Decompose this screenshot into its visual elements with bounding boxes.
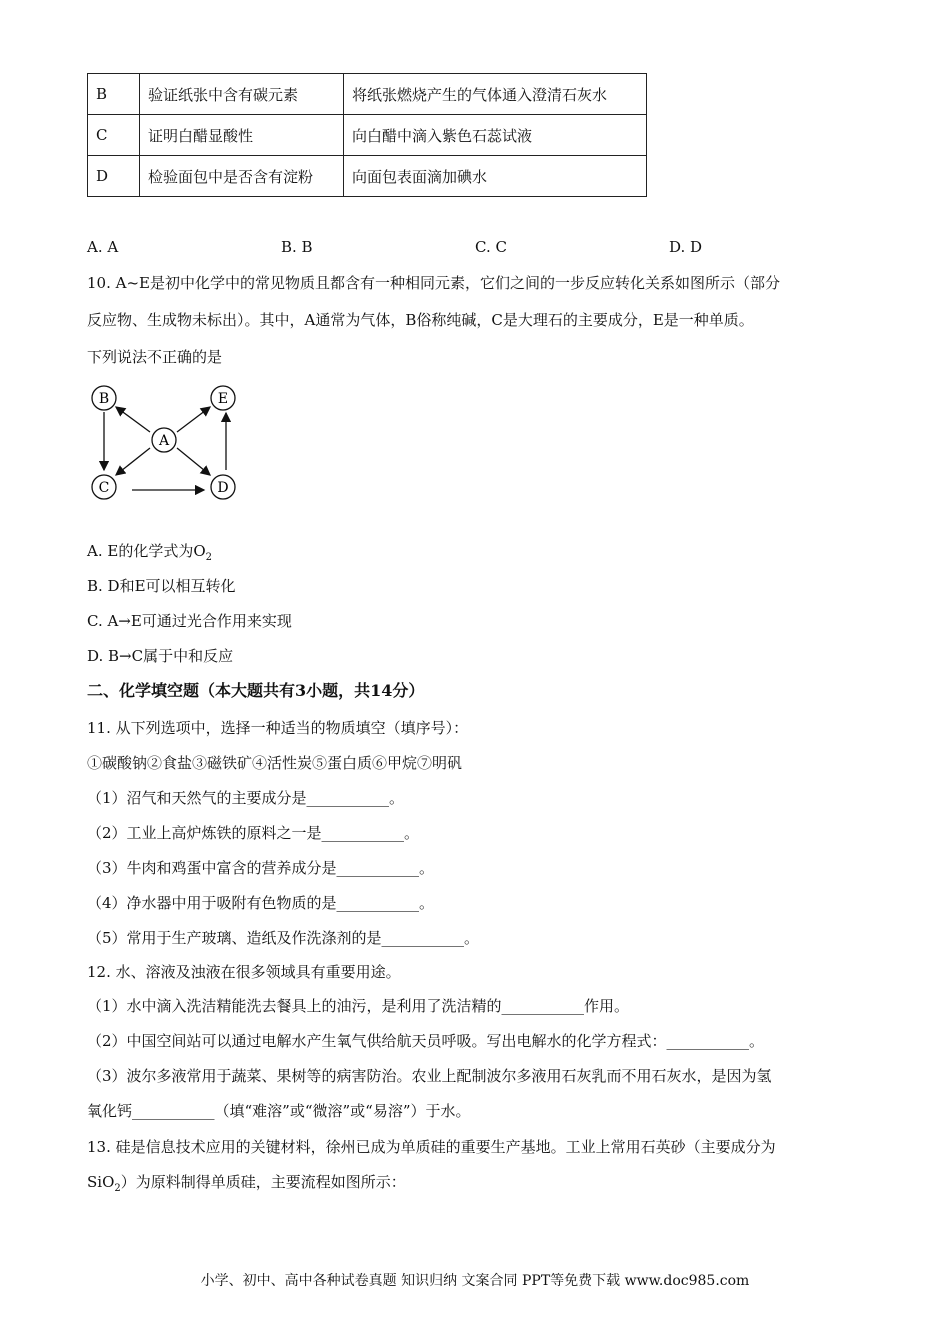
- experiment-table: [87, 73, 647, 197]
- q10-option-a-subscript: 2: [205, 552, 212, 563]
- q13-stem-line1: 13. 硅是信息技术应用的关键材料，徐州已成为单质硅的重要生产基地。工业上常用石英砂（主要成分为: [87, 1138, 776, 1156]
- node-d: [211, 475, 235, 499]
- node-e: [211, 386, 235, 410]
- q11-item-3: （3）牛肉和鸡蛋中富含的营养成分是___________。: [87, 859, 435, 877]
- table-cell: 证明白醋显酸性: [140, 115, 344, 156]
- q12-stem: 12. 水、溶液及浊液在很多领域具有重要用途。: [87, 963, 401, 981]
- conversion-diagram: [86, 380, 246, 505]
- q12-item-3: （3）波尔多液常用于蔬菜、果树等的病害防治。农业上配制波尔多液用石灰乳而不用石灰水，是因为氢: [87, 1067, 772, 1085]
- q11-options: ①碳酸钠②食盐③磁铁矿④活性炭⑤蛋白质⑥甲烷⑦明矾: [87, 754, 463, 772]
- q12-item-1: （1）水中滴入洗洁精能洗去餐具上的油污，是利用了洗洁精的___________作用。: [87, 997, 630, 1015]
- node-a: [152, 428, 176, 452]
- q9-choice-c: C. C: [475, 238, 507, 256]
- q12-item-3-continued: 氧化钙___________（填“难溶”或“微溶”或“易溶”）于水。: [87, 1102, 471, 1120]
- q10-stem-line2: 反应物、生成物未标出）。其中，A通常为气体，B俗称纯碱，C是大理石的主要成分，E是一种单质。: [87, 311, 754, 329]
- table-row: [88, 115, 647, 156]
- q10-option-d: D. B→C属于中和反应: [87, 647, 234, 665]
- arrow-a-to-b: [116, 407, 150, 432]
- q10-option-a: [87, 541, 212, 568]
- table-row: [88, 74, 647, 115]
- q10-option-c: C. A→E可通过光合作用来实现: [87, 612, 292, 630]
- table-cell: C: [88, 115, 140, 156]
- section-2-title: 二、化学填空题（本大题共有3小题，共14分）: [87, 681, 425, 700]
- q9-choice-d: D. D: [669, 238, 703, 256]
- table-cell: 将纸张燃烧产生的气体通入澄清石灰水: [344, 74, 647, 115]
- q12-item-2: （2）中国空间站可以通过电解水产生氧气供给航天员呼吸。写出电解水的化学方程式：___________。: [87, 1032, 765, 1050]
- node-d-label: D: [217, 480, 229, 496]
- table-row: [88, 156, 647, 197]
- q10-option-a-text: A. E的化学式为O: [87, 542, 206, 560]
- node-c: [92, 475, 116, 499]
- table-cell: D: [88, 156, 140, 197]
- q11-item-1: （1）沼气和天然气的主要成分是___________。: [87, 789, 405, 807]
- q10-option-b: B. D和E可以相互转化: [87, 577, 236, 595]
- q11-stem: 11. 从下列选项中，选择一种适当的物质填空（填序号）：: [87, 719, 469, 737]
- node-e-label: E: [217, 391, 229, 407]
- arrow-a-to-d: [177, 448, 210, 475]
- q11-item-5: （5）常用于生产玻璃、造纸及作洗涤剂的是___________。: [87, 929, 480, 947]
- arrow-a-to-c: [116, 448, 150, 475]
- q9-choice-b: B. B: [281, 238, 313, 256]
- q9-choice-a: A. A: [87, 238, 119, 256]
- node-c-label: C: [98, 480, 110, 496]
- node-a-label: A: [158, 433, 170, 449]
- table-cell: 验证纸张中含有碳元素: [140, 74, 344, 115]
- q11-item-4: （4）净水器中用于吸附有色物质的是___________。: [87, 894, 435, 912]
- q13-stem-line2-pre: SiO: [87, 1173, 115, 1191]
- q13-subscript: 2: [114, 1183, 121, 1194]
- table-cell: 向白醋中滴入紫色石蕊试液: [344, 115, 647, 156]
- q13-stem-line2-post: ）为原料制得单质硅，主要流程如图所示：: [120, 1173, 406, 1191]
- q11-item-2: （2）工业上高炉炼铁的原料之一是___________。: [87, 824, 420, 842]
- node-b: [92, 386, 116, 410]
- table-cell: 向面包表面滴加碘水: [344, 156, 647, 197]
- page-footer: 小学、初中、高中各种试卷真题 知识归纳 文案合同 PPT等免费下载 www.doc985.com: [200, 1273, 750, 1289]
- node-b-label: B: [98, 391, 110, 407]
- q13-stem-line2: [87, 1172, 406, 1199]
- q10-stem-line3: 下列说法不正确的是: [87, 348, 223, 366]
- table-cell: B: [88, 74, 140, 115]
- table-cell: 检验面包中是否含有淀粉: [140, 156, 344, 197]
- q10-stem-line1: 10. A~E是初中化学中的常见物质且都含有一种相同元素，它们之间的一步反应转化关系如图所示（部分: [87, 274, 780, 292]
- arrow-a-to-e: [177, 407, 210, 432]
